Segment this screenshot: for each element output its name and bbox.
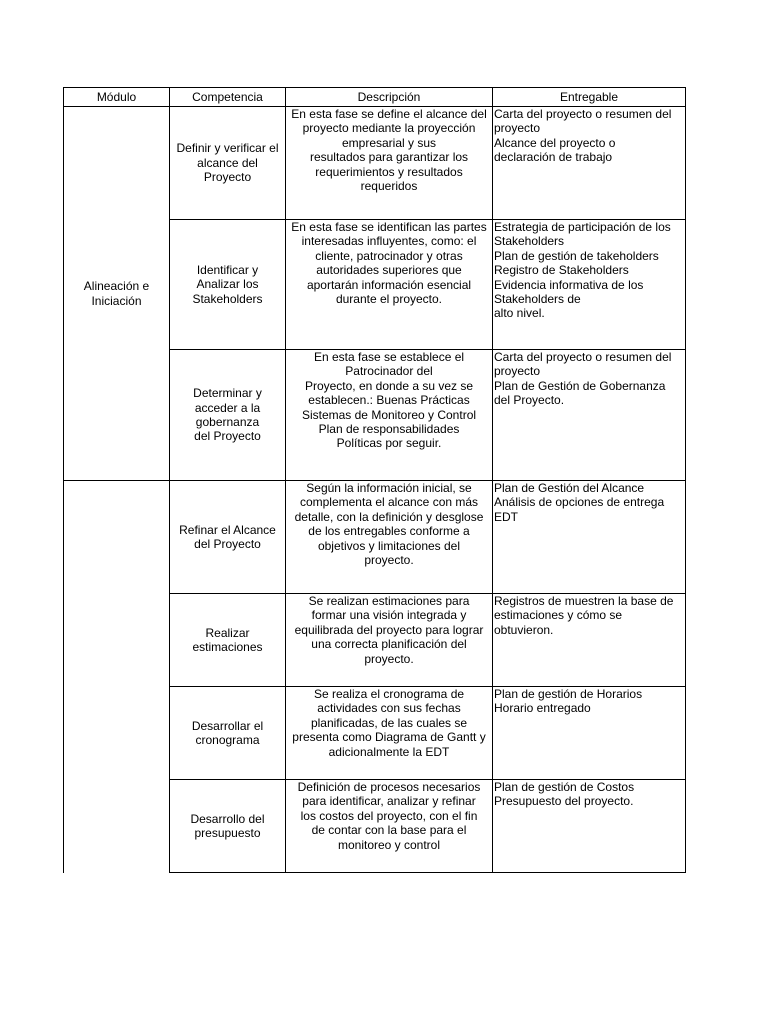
- entregable-line: Carta del proyecto o resumen del: [494, 107, 672, 121]
- descripcion-line: Políticas por seguir.: [336, 436, 442, 451]
- descripcion-line: Patrocinador del: [345, 364, 433, 379]
- module-line: Alineación e: [83, 279, 150, 294]
- descripcion-line: cliente, patrocinador y otras: [315, 248, 463, 263]
- descripcion-line: detalle, con la definición y desglose: [294, 509, 484, 524]
- descripcion-line: Plan de responsabilidades: [318, 422, 460, 437]
- module-planificacion: [64, 481, 169, 873]
- entregable-cell: [494, 107, 685, 165]
- competencia-line: estimaciones: [192, 640, 263, 654]
- descripcion-line: Según la información inicial, se: [306, 481, 472, 495]
- descripcion-line: interesadas influyentes, como: el: [301, 234, 477, 249]
- descripcion-cell: [286, 594, 492, 666]
- entregable-line: obtuvieron.: [494, 622, 554, 637]
- entregable-line: EDT: [494, 509, 518, 524]
- entregable-line: Alcance del proyecto o: [494, 135, 616, 150]
- header-descripcion: Descripción: [357, 89, 421, 104]
- entregable-line: Plan de gestión de Costos: [494, 780, 635, 794]
- descripcion-line: para identificar, analizar y refinar: [302, 794, 476, 809]
- descripcion-cell: [286, 220, 492, 306]
- entregable-line: Stakeholders de: [494, 292, 581, 307]
- competencia-cell: [170, 780, 285, 872]
- entregable-line: Carta del proyecto o resumen del: [494, 350, 672, 364]
- descripcion-line: complementa el alcance con más: [299, 495, 479, 510]
- competencia-line: Determinar y: [193, 386, 262, 401]
- descripcion-cell: [286, 107, 492, 193]
- entregable-line: Análisis de opciones de entrega: [494, 495, 665, 510]
- header-competencia: Competencia: [192, 89, 263, 104]
- descripcion-line: objetivos y limitaciones del: [317, 538, 461, 553]
- competencia-cell: [170, 107, 285, 219]
- header-modulo: Módulo: [96, 89, 137, 104]
- competencia-line: Identificar y: [196, 262, 259, 277]
- competencia-line: del Proyecto: [194, 429, 261, 444]
- descripcion-cell: [286, 350, 492, 451]
- entregable-line: Evidencia informativa de los: [494, 277, 644, 292]
- descripcion-line: Definición de procesos necesarios: [297, 780, 481, 794]
- entregable-cell: [494, 220, 685, 321]
- module-alineacion: [64, 107, 169, 480]
- competencia-line: acceder a la: [194, 400, 261, 415]
- descripcion-line: Se realizan estimaciones para: [308, 594, 470, 608]
- descripcion-line: de los entregables conforme a: [308, 524, 470, 539]
- descripcion-line: En esta fase se identifican las partes: [291, 220, 487, 234]
- descripcion-line: En esta fase se define el alcance del: [291, 107, 487, 121]
- descripcion-line: los costos del proyecto, con el fin: [300, 808, 478, 823]
- competencia-line: Analizar los: [196, 277, 259, 292]
- entregable-line: Horario entregado: [494, 701, 591, 716]
- competencia-line: Definir y verificar el: [176, 141, 279, 156]
- entregable-cell: [494, 481, 685, 524]
- entregable-line: Registros de muestren la base de: [494, 594, 674, 608]
- descripcion-line: presenta como Diagrama de Gantt y: [292, 730, 486, 745]
- descripcion-line: establecen.: Buenas Prácticas: [308, 393, 470, 408]
- descripcion-line: formar una visión integrada y: [311, 608, 467, 623]
- descripcion-line: requerimientos y resultados: [315, 164, 463, 179]
- descripcion-line: Se realiza el cronograma de: [313, 687, 465, 701]
- descripcion-line: actividades con sus fechas: [317, 701, 461, 716]
- competencia-line: gobernanza: [195, 415, 260, 429]
- entregable-line: Plan de Gestión del Alcance: [494, 481, 645, 495]
- competencia-line: Desarrollo del: [190, 811, 265, 826]
- col-border-right: [685, 87, 686, 873]
- descripcion-line: aportarán información esencial: [306, 277, 472, 292]
- descripcion-line: proyecto.: [364, 553, 414, 568]
- header-entregable: Entregable: [559, 89, 619, 104]
- competencia-line: cronograma: [195, 733, 260, 747]
- entregable-line: Presupuesto del proyecto.: [494, 794, 634, 809]
- entregable-line: proyecto: [494, 121, 541, 136]
- competencia-line: Desarrollar el: [191, 718, 264, 733]
- descripcion-cell: [286, 780, 492, 852]
- competencia-cell: [170, 687, 285, 779]
- competencia-cell: [170, 350, 285, 480]
- descripcion-cell: [286, 481, 492, 567]
- entregable-line: alto nivel.: [494, 306, 545, 321]
- descripcion-line: autoridades superiores que: [316, 263, 462, 278]
- descripcion-line: resultados para garantizar los: [309, 150, 469, 165]
- col-rule: [492, 87, 493, 873]
- entregable-cell: [494, 687, 685, 716]
- entregable-line: estimaciones y cómo se: [494, 608, 623, 623]
- entregable-line: Plan de gestión de takeholders: [494, 248, 659, 263]
- entregable-cell: [494, 350, 685, 408]
- descripcion-line: requeridos: [360, 179, 418, 194]
- descripcion-line: proyecto.: [364, 651, 414, 666]
- descripcion-cell: [286, 687, 492, 759]
- descripcion-line: equilibrada del proyecto para lograr: [294, 622, 484, 637]
- entregable-line: proyecto: [494, 364, 541, 379]
- entregable-cell: [494, 780, 685, 809]
- competencia-line: Refinar el Alcance: [179, 522, 276, 537]
- entregable-line: Registro de Stakeholders: [494, 263, 629, 278]
- entregable-line: Stakeholders: [494, 234, 565, 249]
- competencia-cell: [170, 481, 285, 593]
- competencia-line: alcance del: [197, 155, 258, 170]
- entregable-line: del Proyecto.: [494, 393, 565, 408]
- descripcion-line: una correcta planificación del: [311, 637, 467, 652]
- descripcion-line: adicionalmente la EDT: [328, 744, 450, 759]
- entregable-line: declaración de trabajo: [494, 150, 613, 165]
- competencia-line: Realizar: [205, 625, 250, 640]
- entregable-line: Estrategia de participación de los: [494, 220, 671, 234]
- competencia-line: del Proyecto: [194, 537, 261, 551]
- descripcion-line: durante el proyecto.: [335, 292, 443, 307]
- descripcion-line: Proyecto, en donde a su vez se: [304, 378, 474, 393]
- entregable-line: Plan de gestión de Horarios: [494, 687, 643, 701]
- entregable-cell: [494, 594, 685, 637]
- descripcion-line: Sistemas de Monitoreo y Control: [301, 407, 477, 422]
- descripcion-line: planificadas, de las cuales se: [310, 715, 468, 730]
- descripcion-line: En esta fase se establece el: [313, 350, 465, 364]
- descripcion-line: empresarial y sus: [341, 135, 437, 150]
- module-line: Iniciación: [91, 293, 142, 308]
- competencia-cell: [170, 594, 285, 686]
- competencia-cell: [170, 220, 285, 349]
- competencia-line: Proyecto: [203, 170, 252, 185]
- descripcion-line: de contar con la base para el: [311, 823, 467, 838]
- competencia-line: presupuesto: [194, 826, 261, 840]
- descripcion-line: proyecto mediante la proyección: [302, 121, 476, 136]
- entregable-line: Plan de Gestión de Gobernanza: [494, 378, 666, 393]
- descripcion-line: monitoreo y control: [337, 837, 441, 852]
- competencia-line: Stakeholders: [192, 291, 263, 306]
- table-border-bottom: [169, 872, 686, 873]
